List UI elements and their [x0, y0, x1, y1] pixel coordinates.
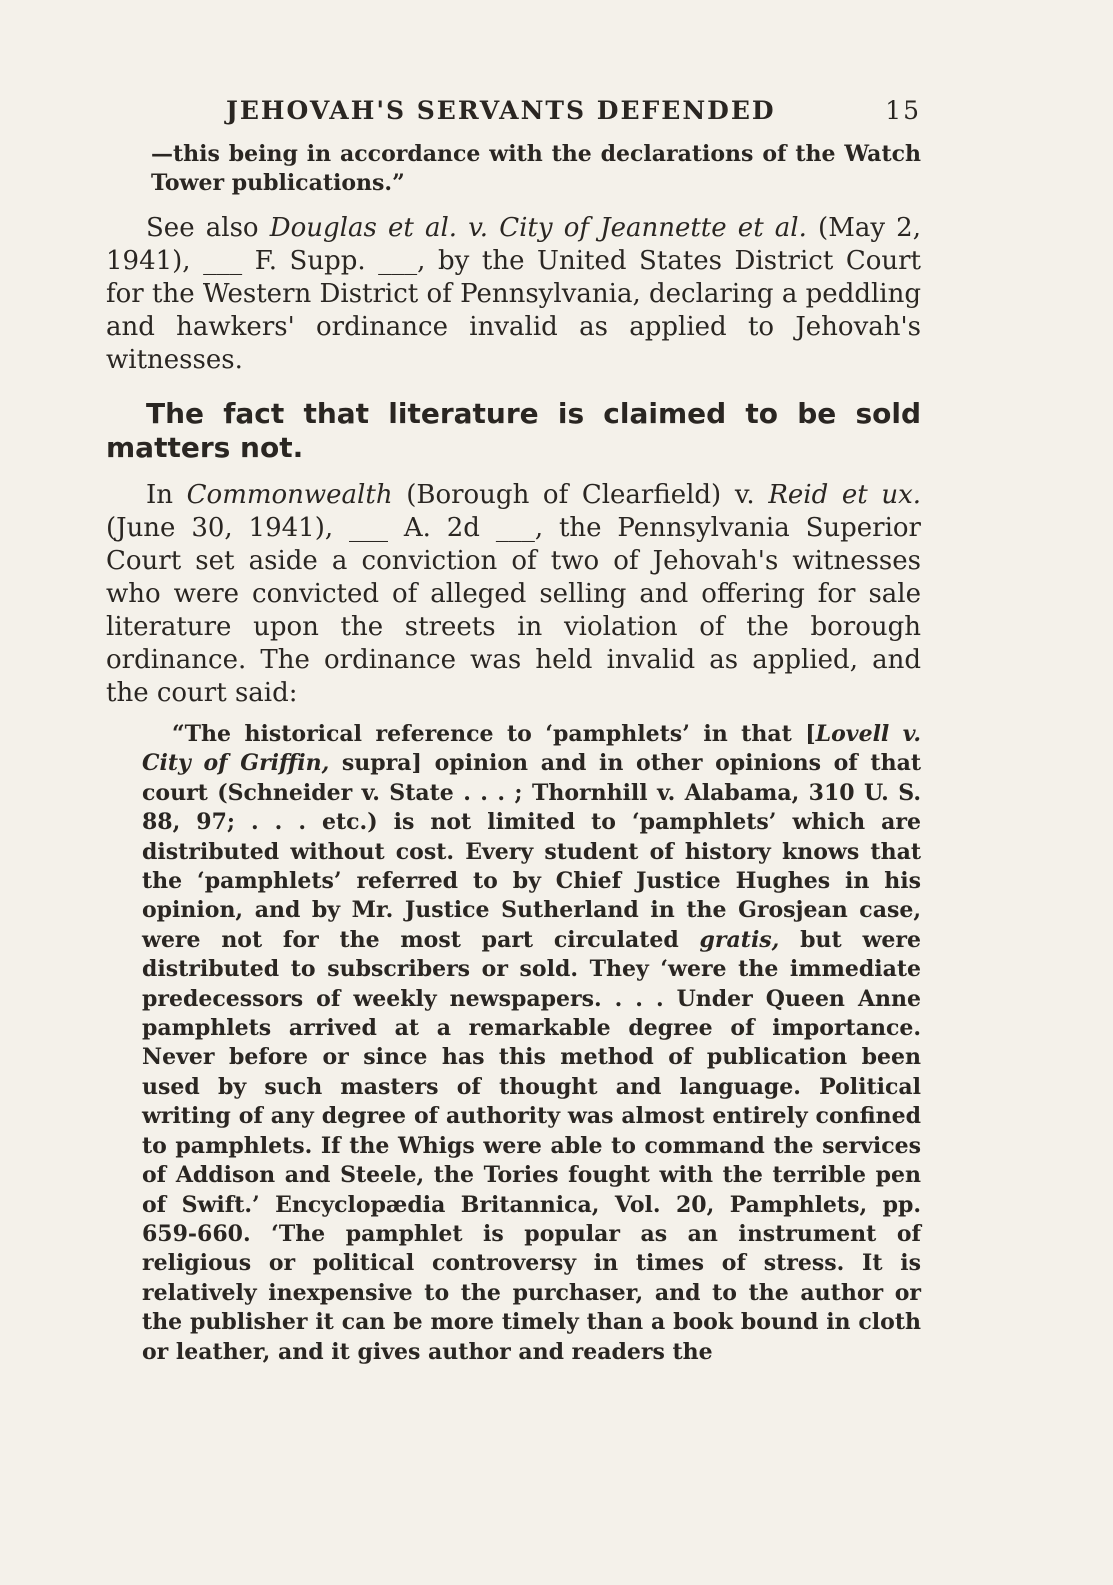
see-also-text: (May 2, 1941), ___ F. Supp. ___, by the United States District Court for the Western District of Pennsylvania, declaring a peddling and hawkers' ordinance invalid as applied to Jehovah's witnesses.	[106, 213, 921, 375]
case-name-commonwealth: Commonwealth	[186, 480, 393, 510]
reid-mid: (Borough of Clearfield) v.	[392, 480, 769, 510]
reid-lead: In	[146, 480, 187, 510]
quote-rest: but were distributed to subscribers or sold. They ‘were the immediate predecessors of weekly newspapers. . . . Under Queen Anne pamphlets arrived at a remarkable degree of importance. Never before or since has this method of publication been used by such masters of thought and language. Political writing of any degree of authority was almost entirely confined to pamphlets. If the Whigs were able to command the services of Addison and Steele, the Tories fought with the terrible pen of Swift.’ Encyclopædia Britannica, Vol. 20, Pamphlets, pp. 659-660. ‘The pamphlet is popular as an instrument of religious or political controversy in times of stress. It is relatively inexpensive to the purchaser, and to the author or the publisher it can be more timely than a book bound in cloth or leather, and it gives author and readers the	[142, 926, 921, 1365]
italic-gratis: gratis,	[699, 926, 780, 953]
block-quote	[142, 720, 921, 1367]
book-page	[106, 90, 921, 1367]
section-heading: The fact that literature is claimed to be sold matters not.	[106, 397, 921, 464]
quote-continuation: —this being in accordance with the declarations of the Watch Tower publications.”	[151, 141, 921, 196]
case-name-douglas: Douglas et al. v. City of Jeannette et al.	[269, 213, 807, 243]
see-also-lead: See also	[146, 213, 270, 243]
case-name-reid: Reid et ux.	[768, 480, 921, 510]
quote-mid: supra] opinion and in other opinions of that court (Schneider v. State . . . ; Thornhill v. Alabama, 310 U. S. 88, 97; . . . etc.) is not limited to ‘pamphlets’ which are distributed without cost. Every student of history knows that the ‘pamphlets’ referred to by Chief Justice Hughes in his opinion, and by Mr. Justice Sutherland in the Grosjean case, were not for the most part circulated	[142, 750, 922, 953]
quote-lead: “The historical reference to ‘pamphlets’ in that [	[172, 721, 816, 747]
paragraph-reid	[106, 479, 921, 710]
paragraph-see-also	[106, 212, 921, 377]
running-head-title: JEHOVAH'S SERVANTS DEFENDED	[226, 96, 776, 125]
page-number: 15	[885, 96, 921, 125]
reid-text: (June 30, 1941), ___ A. 2d ___, the Pennsylvania Superior Court set aside a conviction of two of Jehovah's witnesses who were convicted of alleged selling and offering for sale literature upon the streets in violation of the borough ordinance. The ordinance was held invalid as applied, and the court said:	[106, 513, 921, 708]
case-name-lovell: Lovell v. City of Griffin,	[142, 721, 922, 777]
running-head	[106, 90, 921, 130]
